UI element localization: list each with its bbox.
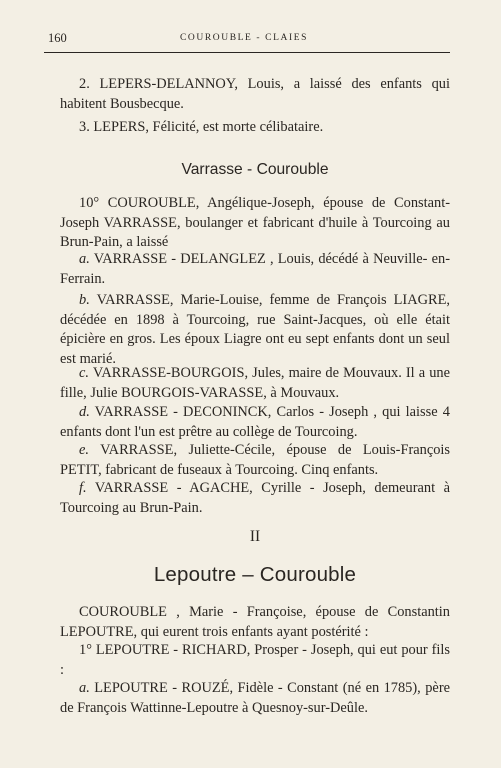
text-line: décédée en 1898 à Tourcoing, rue Saint-Jacques, où elle était — [60, 311, 450, 328]
item-marker: c. — [79, 365, 89, 381]
text-line: père de François Wattinne-Lepoutre à Quesnoy-sur-Deûle. — [60, 680, 450, 716]
text-line: VARRASSE - AGACHE, Cyrille - Joseph, demeurant à — [94, 480, 451, 496]
text-line: Tourcoing au Brun-Pain. — [60, 499, 203, 516]
text-line: en-Ferrain. — [60, 251, 450, 287]
paragraph-c-bourgois — [60, 364, 450, 403]
text-line: 10° COUROUBLE, Angélique-Joseph, épouse de Constant- — [79, 195, 450, 211]
text-line: 2. LEPERS-DELANNOY, Louis, a laissé des enfants qui — [79, 76, 450, 92]
page-header — [44, 30, 444, 50]
text-line: LEPOUTRE - ROUZÉ, Fidèle - Constant (né en 1785), — [94, 680, 421, 696]
running-head: COUROUBLE - CLAIES — [179, 33, 309, 43]
header-rule — [44, 52, 450, 53]
paragraph-lepers-felicite — [60, 118, 450, 138]
page-number: 160 — [48, 31, 67, 45]
text-line: 1° LEPOUTRE - RICHARD, Prosper - Joseph, qui eut — [79, 642, 398, 658]
text-line: VARRASSE-BOURGOIS, Jules, maire de Mouvaux. Il a — [92, 365, 426, 381]
text-line: seul est marié. — [60, 331, 450, 367]
text-line: pour fils : — [60, 642, 450, 678]
section-number: II — [249, 528, 261, 545]
paragraph-b-marie-louise — [60, 291, 450, 369]
item-marker: a. — [79, 251, 90, 267]
section-title-varrasse-courouble: Varrasse - Courouble — [181, 161, 329, 178]
text-line: Joseph VARRASSE, boulanger et fabricant d'huile à Tourcoing — [60, 214, 432, 231]
paragraph-f-agache — [60, 479, 450, 518]
item-marker: f. — [79, 480, 87, 496]
item-marker: e. — [79, 442, 89, 458]
paragraph-e-juliette-cecile — [60, 441, 450, 480]
text-line: PETIT, fabricant de fuseaux à Tourcoing. Cinq enfants. — [60, 461, 379, 478]
text-line: au Brun-Pain, a laissé — [60, 214, 450, 251]
text-line: VARRASSE - DECONINCK, Carlos - Joseph , qui laisse — [94, 404, 438, 420]
paragraph-angelique-joseph — [60, 194, 450, 253]
text-line: épicière en gros. Les époux Liagre ont eu sept enfants dont un — [60, 331, 423, 348]
text-line: LEPOUTRE, qui eurent trois enfants ayant postérité : — [60, 623, 369, 640]
item-marker: b. — [79, 292, 90, 308]
text-line: 3. LEPERS, Félicité, est morte célibataire. — [79, 119, 324, 135]
text-line: une fille, Julie BOURGOIS-VARASSE, à Mouvaux. — [60, 365, 450, 401]
section-title-lepoutre-courouble: Lepoutre – Courouble — [153, 563, 357, 586]
item-marker: a. — [79, 680, 90, 696]
paragraph-d-deconinck — [60, 403, 450, 442]
text-line: 4 enfants dont l'un est prêtre au collège de Tourcoing. — [60, 404, 450, 440]
item-marker: d. — [79, 404, 90, 420]
text-line: COUROUBLE , Marie - Françoise, épouse de Constantin — [79, 604, 450, 620]
paragraph-lepers-delannoy — [60, 75, 450, 114]
text-line: VARRASSE, Marie-Louise, femme de François LIAGRE, — [96, 292, 450, 308]
paragraph-a-delanglez — [60, 250, 450, 289]
paragraph-a-lepoutre-rouze — [60, 679, 450, 718]
text-line: VARRASSE, Juliette-Cécile, épouse de Louis-François — [100, 442, 451, 458]
text-line: VARRASSE - DELANGLEZ , Louis, décédé à Neuville- — [93, 251, 428, 267]
text-line: habitent Bousbecque. — [60, 95, 184, 112]
paragraph-lepoutre-richard — [60, 641, 450, 680]
paragraph-marie-francoise — [60, 603, 450, 642]
